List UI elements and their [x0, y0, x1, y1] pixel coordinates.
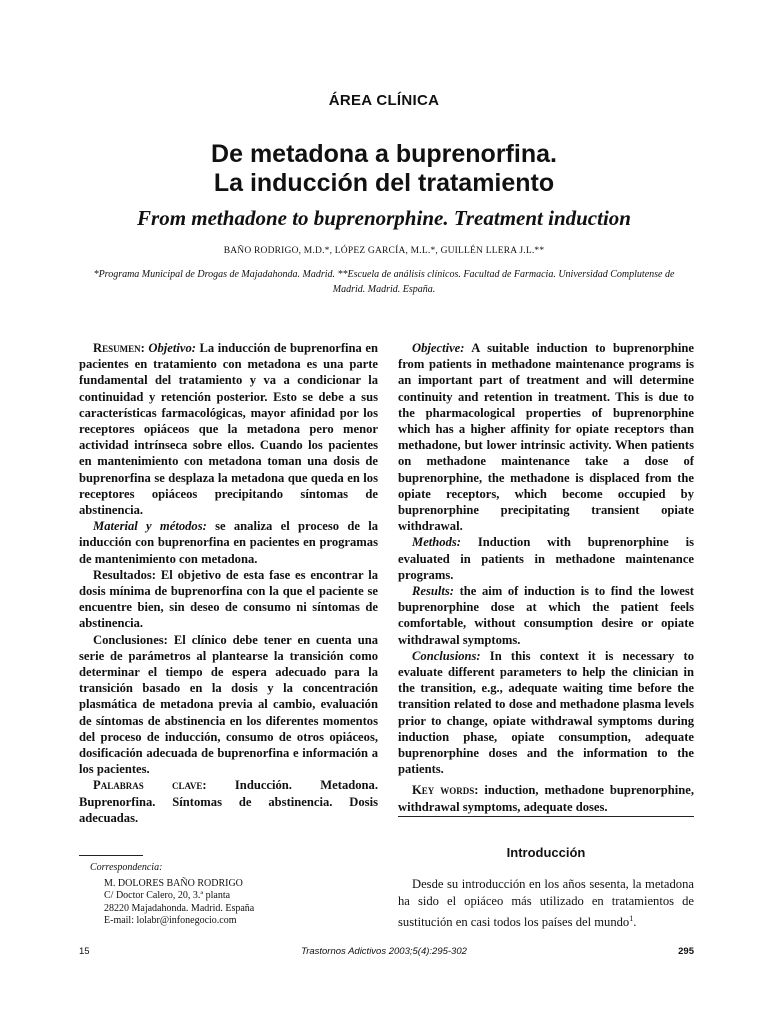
authors: BAÑO RODRIGO, M.D.*, LÓPEZ GARCÍA, M.L.*, GUILLÉN LLERA J.L.** — [223, 246, 545, 256]
resumen-keywords-label: Palabras clave: — [93, 778, 207, 793]
resumen-objetivo — [79, 340, 378, 518]
resumen-metodos — [79, 518, 378, 567]
footer-page-left: 15 — [79, 946, 90, 957]
abstract-objective-label: Objective: — [412, 341, 465, 355]
resumen-resultados-text: El objetivo de esta fase es encontrar la dosis mínima de buprenorfina con la que el paciente se encuentre bien, sin deseo de consumo ni síntomas de abstinencia. — [79, 567, 378, 631]
abstract-objective-text: A suitable induction to buprenorphine from patients in methadone maintenance programs is an important part of treatment and will determine continuity and retention in treatment. This is due to the pharmacological properties of buprenorphine which has a higher affinity for opiate receptors than methadone, but lower intrinsic activity. When patients on methadone maintenance take a dose of buprenorphine, the methadone is displaced from the opiate receptors, which become occupied by buprenorphine precipitating transient opiate withdrawal. — [398, 341, 694, 534]
affiliations: *Programa Municipal de Drogas de Majadahonda. Madrid. **Escuela de análisis clínicos. Facultad de Farmacia. Universidad Complutense de Madrid. Madrid. España. — [93, 269, 675, 295]
resumen-objetivo-label: Objetivo: — [148, 341, 196, 355]
title-line-1: De metadona a buprenorfina. — [211, 140, 557, 168]
resumen-lead: Resumen: — [93, 341, 145, 355]
resumen-conclusiones-label: Conclusiones: — [93, 632, 168, 647]
resumen-resultados — [79, 567, 378, 632]
correspondence-block — [104, 878, 254, 928]
abstract-divider — [398, 816, 694, 817]
correspondence-email: E-mail: lolabr@infonegocio.com — [104, 915, 237, 927]
abstract-methods — [398, 534, 694, 583]
resumen-column — [79, 340, 378, 826]
english-title: From methadone to buprenorphine. Treatment induction — [137, 206, 631, 230]
correspondence-city: 28220 Majadahonda. Madrid. España — [104, 902, 255, 914]
correspondence-name: M. DOLORES BAÑO RODRIGO — [104, 878, 243, 889]
resumen-keywords — [79, 777, 378, 826]
resumen-resultados-label: Resultados: — [93, 567, 156, 582]
footer-journal: Trastornos Adictivos 2003;5(4):295-302 — [301, 946, 467, 957]
intro-text: Desde su introducción en los años sesenta, la metadona ha sido el opiáceo más utilizado en tratamientos de sustitución en casi todos los países del mundo — [398, 877, 694, 930]
section-label: ÁREA CLÍNICA — [328, 92, 440, 109]
resumen-conclusiones — [79, 632, 378, 778]
abstract-keywords — [398, 782, 694, 814]
title-line-2: La inducción del tratamiento — [213, 169, 555, 197]
abstract-conclusions — [398, 648, 694, 778]
abstract-conclusions-label: Conclusions: — [412, 648, 481, 663]
abstract-results — [398, 583, 694, 648]
resumen-objetivo-text: La inducción de buprenorfina en pacientes en tratamiento con metadona es una parte fundamental del tratamiento y va a condicionar la continuidad y retención posterior. Esto se debe a sus características farmacológicas, mayor afinidad por los receptores opiáceos que la metadona pero menor actividad intrínseca sobre ellos. Cuando los pacientes en mantenimiento con metadona toman una dosis de buprenorfina se desplaza la metadona que queda en los receptores opiáceos precipitando síntomas de abstinencia. — [79, 341, 378, 518]
intro-heading: Introducción — [506, 845, 586, 860]
resumen-conclusiones-text: El clínico debe tener en cuenta una serie de parámetros al plantearse la transición como determinar el tiempo de espera adecuado para la transición basado en la dosis y la concentración plasmática de metadona previa al cambio, evaluación de síntomas de abstinencia en los diferentes momentos del proceso de inducción, consumo de otros opiáceos, dosificación adecuada de buprenorfina e información a los pacientes. — [79, 632, 378, 777]
correspondence-label: Correspondencia: — [90, 862, 163, 873]
correspondence-street: C/ Doctor Calero, 20, 3.ª planta — [104, 890, 231, 902]
intro-text-end: . — [633, 915, 637, 930]
abstract-results-text: the aim of induction is to find the lowest buprenorphine dose at which the patient feels comfortable, without consumption desire or opiate withdrawal symptoms. — [398, 584, 694, 647]
abstract-results-label: Results: — [412, 584, 454, 599]
article-title — [0, 140, 768, 198]
abstract-conclusions-text: In this context it is necessary to evaluate different parameters to help the clinician in the transition, e.g., adequate waiting time before the transition related to dose and methadone plasma levels prior to change, opiate withdrawal symptoms during induction phase, opiate consumption, adequate buprenorphine doses and the information to the patients. — [398, 648, 694, 777]
abstract-methods-text: Induction with buprenorphine is evaluated in patients in methadone maintenance programs. — [398, 535, 694, 582]
footer-page-right: 295 — [678, 946, 694, 957]
abstract-methods-label: Methods: — [412, 535, 461, 550]
resumen-metodos-label: Material y métodos: — [93, 519, 207, 534]
correspondence-divider — [79, 855, 143, 856]
intro-reference: 1 — [629, 914, 634, 923]
resumen-keywords-text: Inducción. Metadona. Buprenorfina. Síntomas de abstinencia. Dosis adecuadas. — [79, 778, 378, 825]
intro-paragraph — [398, 876, 694, 931]
abstract-keywords-label: Key words: — [412, 783, 479, 798]
abstract-objective — [398, 340, 694, 534]
abstract-column — [398, 340, 694, 815]
resumen-metodos-text: se analiza el proceso de la inducción con buprenorfina en pacientes en programas de mantenimiento con metadona. — [79, 519, 378, 566]
abstract-keywords-text: induction, methadone buprenorphine, withdrawal symptoms, adequate doses. — [398, 783, 694, 814]
